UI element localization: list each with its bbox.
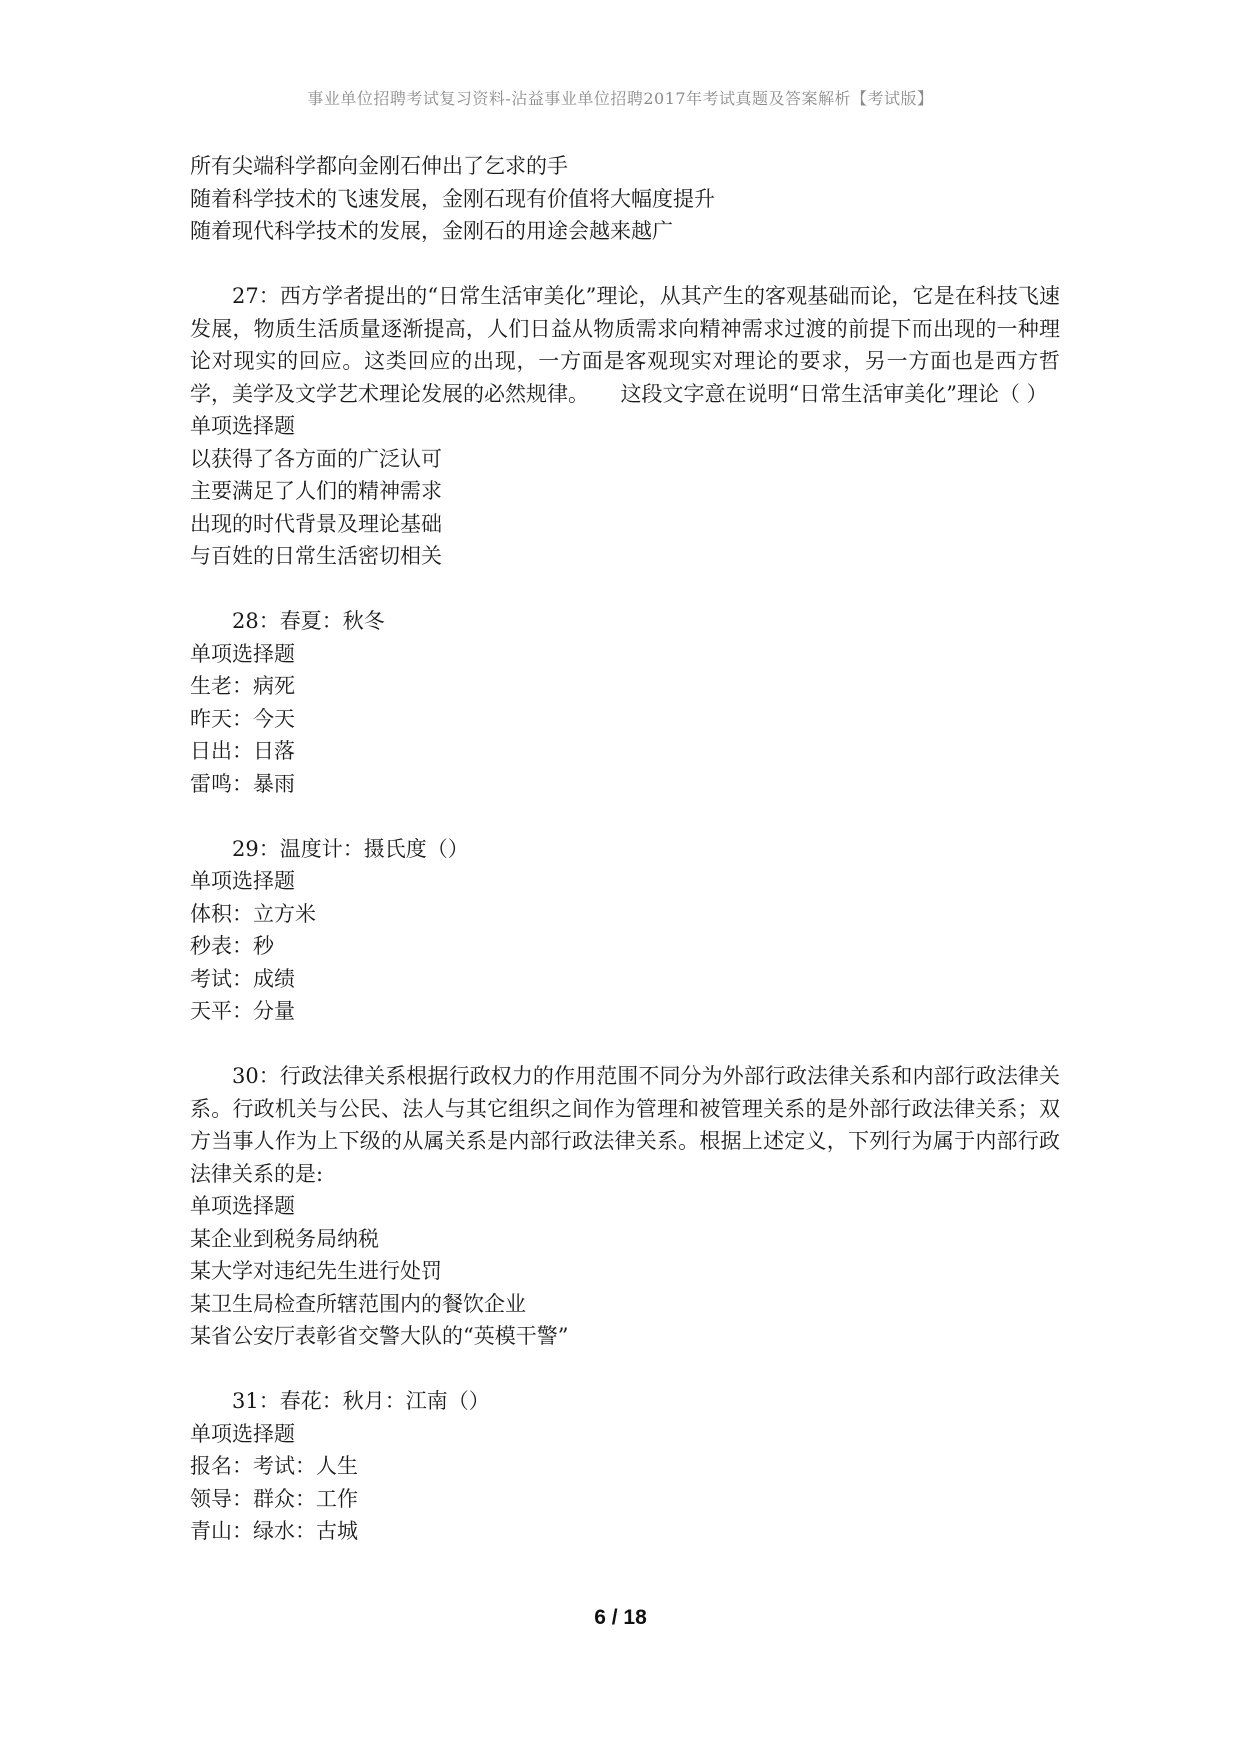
- option-line: 某卫生局检查所辖范围内的餐饮企业: [190, 1291, 526, 1316]
- question-28: [190, 605, 1060, 800]
- option-line: 随着现代科学技术的发展，金刚石的用途会越来越广: [190, 219, 673, 243]
- question-29: [190, 833, 1060, 1028]
- option-line: 考试：成绩: [190, 966, 295, 991]
- option-line: 出现的时代背景及理论基础: [190, 511, 442, 536]
- option-line: 青山：绿水：古城: [190, 1519, 358, 1543]
- option-line: 所有尖端科学都向金刚石伸出了乞求的手: [190, 154, 568, 178]
- question-type: 单项选择题: [190, 1194, 295, 1218]
- question-stem: 31：春花：秋月：江南（）: [232, 1389, 490, 1413]
- question-30: [190, 1060, 1060, 1353]
- option-line: 某大学对违纪先生进行处罚: [190, 1259, 442, 1283]
- document-body: [190, 150, 1060, 1548]
- option-line: 日出：日落: [190, 739, 295, 763]
- question-type: 单项选择题: [190, 869, 295, 893]
- option-line: 某省公安厅表彰省交警大队的“英模干警”: [190, 1324, 569, 1348]
- option-line: 与百姓的日常生活密切相关: [190, 544, 442, 568]
- option-line: 主要满足了人们的精神需求: [190, 479, 442, 503]
- option-line: 体积：立方米: [190, 901, 316, 926]
- option-line: 以获得了各方面的广泛认可: [190, 446, 442, 471]
- page-header: 事业单位招聘考试复习资料-沾益事业单位招聘2017年考试真题及答案解析【考试版】: [307, 89, 934, 108]
- option-line: 雷鸣：暴雨: [190, 771, 295, 796]
- question-stem: 28：春夏：秋冬: [232, 609, 385, 633]
- question-31: [190, 1385, 1060, 1548]
- option-line: 生老：病死: [190, 674, 295, 698]
- option-line: 报名：考试：人生: [190, 1454, 358, 1478]
- option-line: 昨天：今天: [190, 706, 295, 731]
- question-stem: 27：西方学者提出的“日常生活审美化”理论，从其产生的客观基础而论，它是在科技飞速发展，物质生活质量逐渐提高，人们日益从物质需求向精神需求过渡的前提下而出现的一种理论对现实的回应。这类回应的出现，一方面是客观现实对理论的要求，另一方面也是西方哲学，美学及文学艺术理论发展的必然规律。 这段文字意在说明“日常生活审美化”理论（ ）: [190, 284, 1060, 406]
- question-type: 单项选择题: [190, 1421, 295, 1446]
- option-line: 领导：群众：工作: [190, 1486, 358, 1511]
- question-27: [190, 280, 1060, 573]
- question-stem: 30：行政法律关系根据行政权力的作用范围不同分为外部行政法律关系和内部行政法律关系。行政机关与公民、法人与其它组织之间作为管理和被管理关系的是外部行政法律关系；双方当事人作为上下级的从属关系是内部行政法律关系。根据上述定义，下列行为属于内部行政法律关系的是:: [190, 1064, 1060, 1186]
- option-line: 秒表：秒: [190, 934, 274, 958]
- previous-question-options: [190, 150, 1060, 248]
- option-line: 某企业到税务局纳税: [190, 1226, 379, 1251]
- question-type: 单项选择题: [190, 414, 295, 438]
- question-type: 单项选择题: [190, 641, 295, 666]
- question-stem: 29：温度计：摄氏度（）: [232, 836, 469, 861]
- option-line: 随着科学技术的飞速发展，金刚石现有价值将大幅度提升: [190, 186, 715, 211]
- page-number: 6 / 18: [594, 1606, 647, 1629]
- option-line: 天平：分量: [190, 999, 295, 1023]
